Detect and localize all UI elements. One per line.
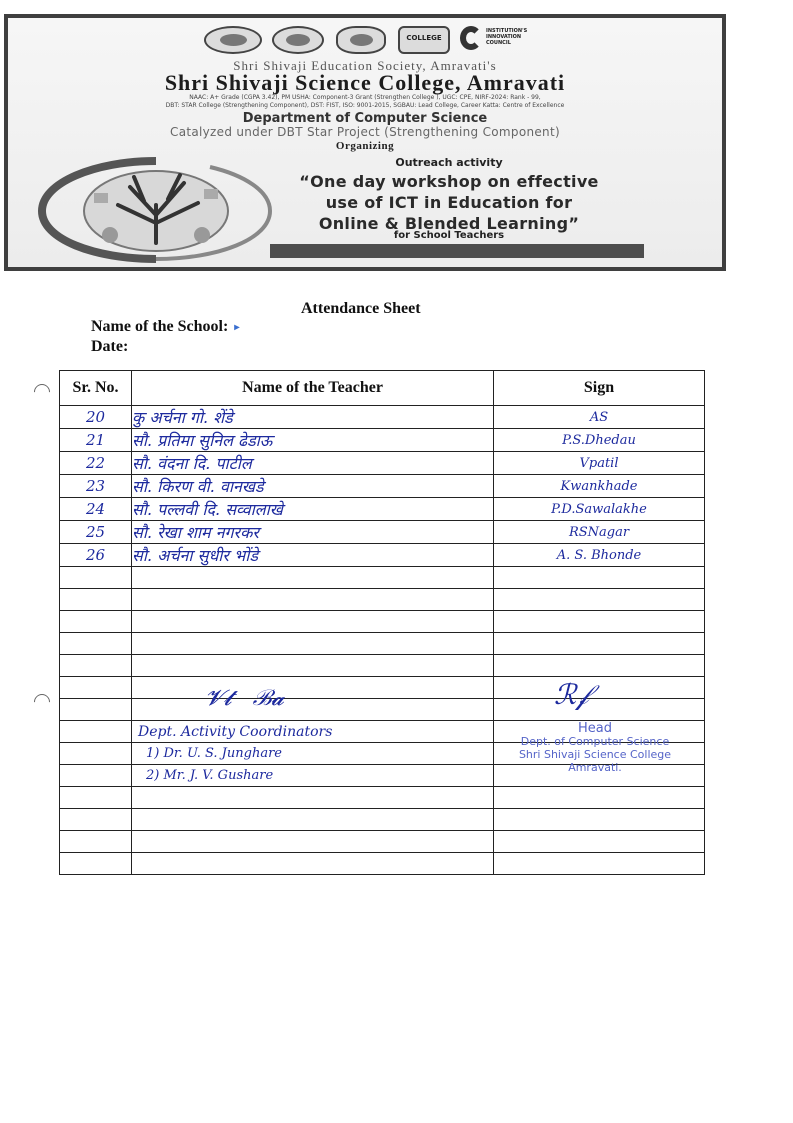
ict-tree-emblem <box>34 153 278 265</box>
signature-cell: Kwankhade <box>494 475 705 498</box>
accreditation-line-1: NAAC: A+ Grade (CGPA 3.42), PM USHA: Component-3 Grant (Strengthen College ), UGC: CPE, NIRF-2024: Rank - 99, <box>189 94 541 101</box>
teacher-name-cell: सौ. वंदना दि. पाटील <box>132 452 494 475</box>
signature-cell <box>494 853 705 875</box>
table-row-empty <box>60 611 705 633</box>
teacher-name-cell <box>132 567 494 589</box>
teacher-name-cell: सौ. रेखा शाम नगरकर <box>132 521 494 544</box>
sr-no-cell: 23 <box>60 475 132 498</box>
punch-hole-mark <box>31 381 54 404</box>
event-banner <box>4 14 726 271</box>
society-name: Shri Shivaji Education Society, Amravati's <box>233 58 497 73</box>
accreditation-line-2: DBT: STAR College (Strengthening Component), DST: FIST, ISO: 9001-2015, SGBAU: Lead College, Career Katta: Centre of Excellence <box>165 102 565 109</box>
banner-bar <box>270 244 644 258</box>
teacher-name-cell: सौ. पल्लवी दि. सव्वालाखे <box>132 498 494 521</box>
date-label: Date: <box>91 338 129 355</box>
attendance-table <box>59 370 705 875</box>
teacher-name-cell <box>132 699 494 721</box>
table-row-empty <box>60 633 705 655</box>
teacher-name-cell: सौ. प्रतिमा सुनिल ढेडाऊ <box>132 429 494 452</box>
sr-no-cell <box>60 743 132 765</box>
signature-cell: P.D.Sawalakhe <box>494 498 705 521</box>
signature-cell <box>494 699 705 721</box>
table-row-empty <box>60 853 705 875</box>
column-header-sign: Sign <box>494 371 705 406</box>
department-name: Department of Computer Science <box>242 111 488 126</box>
table-row <box>60 429 705 452</box>
column-header-teacher-name: Name of the Teacher <box>132 371 494 406</box>
table-row <box>60 521 705 544</box>
table-row-empty <box>60 831 705 853</box>
head-signature: ℛ𝒻 <box>554 678 589 711</box>
column-header-sr-no: Sr. No. <box>60 371 132 406</box>
college-stamp-logo: COLLEGE <box>398 26 450 54</box>
sr-no-cell <box>60 853 132 875</box>
teacher-name-cell <box>132 611 494 633</box>
table-header-row <box>60 371 705 406</box>
sr-no-cell <box>60 589 132 611</box>
signature-cell <box>494 567 705 589</box>
sr-no-cell <box>60 787 132 809</box>
sr-no-cell <box>60 809 132 831</box>
signature-cell: P.S.Dhedau <box>494 429 705 452</box>
sr-no-cell: 25 <box>60 521 132 544</box>
school-name-label: Name of the School: <box>91 318 229 335</box>
teacher-name-cell <box>132 853 494 875</box>
sr-no-cell <box>60 633 132 655</box>
punch-hole-mark <box>31 691 54 714</box>
sr-no-cell: 26 <box>60 544 132 567</box>
workshop-title: “One day workshop on effective use of ICT in Education for Online & Blended Learning” <box>299 172 599 233</box>
teacher-name-cell <box>132 809 494 831</box>
society-logo <box>204 26 262 54</box>
sr-no-cell <box>60 611 132 633</box>
table-row-empty <box>60 699 705 721</box>
table-row-empty <box>60 589 705 611</box>
table-row-empty <box>60 567 705 589</box>
table-row-empty <box>60 655 705 677</box>
college-seal-logo <box>272 26 324 54</box>
table-row <box>60 406 705 429</box>
signature-cell <box>494 611 705 633</box>
table-row-empty <box>60 787 705 809</box>
date-field <box>91 338 128 356</box>
table-row <box>60 498 705 521</box>
banner-panel <box>8 18 722 267</box>
teacher-name-cell <box>132 655 494 677</box>
sr-no-cell <box>60 765 132 787</box>
sr-no-cell: 24 <box>60 498 132 521</box>
signature-cell: AS <box>494 406 705 429</box>
sr-no-cell <box>60 655 132 677</box>
sr-no-cell <box>60 567 132 589</box>
organizing-label: Organizing <box>335 140 395 152</box>
sr-no-cell: 21 <box>60 429 132 452</box>
teacher-name-cell: सौ. अर्चना सुधीर भोंडे <box>132 544 494 567</box>
school-name-field <box>91 318 239 336</box>
sr-no-cell <box>60 721 132 743</box>
table-row-empty <box>60 677 705 699</box>
coordinator-signatures: 𝓥𝓽 ℬ𝓪 <box>205 686 285 711</box>
outreach-label: Outreach activity <box>395 156 503 169</box>
sr-no-cell <box>60 699 132 721</box>
signature-cell <box>494 809 705 831</box>
head-stamp: Head Dept. of Computer Science Shri Shivaji Science College Amravati. <box>518 721 672 774</box>
signature-cell <box>494 589 705 611</box>
signature-cell: A. S. Bhonde <box>494 544 705 567</box>
teacher-name-cell <box>132 677 494 699</box>
signature-cell <box>494 787 705 809</box>
coordinator-1: 1) Dr. U. S. Junghare <box>146 746 282 761</box>
table-row <box>60 475 705 498</box>
sr-no-cell <box>60 831 132 853</box>
table-row-empty <box>60 809 705 831</box>
signature-cell: Vpatil <box>494 452 705 475</box>
signature-cell <box>494 633 705 655</box>
audience-label: for School Teachers <box>393 230 505 241</box>
coordinators-title: Dept. Activity Coordinators <box>138 724 333 740</box>
logo-row <box>204 24 534 58</box>
table-row <box>60 452 705 475</box>
college-name: Shri Shivaji Science College, Amravati <box>164 70 566 95</box>
iic-logo: INSTITUTION'S INNOVATION COUNCIL <box>460 26 534 54</box>
teacher-name-cell <box>132 589 494 611</box>
sr-no-cell: 20 <box>60 406 132 429</box>
teacher-name-cell: सौ. किरण वी. वानखडे <box>132 475 494 498</box>
ink-dot: ▸ <box>234 321 240 333</box>
teacher-name-cell: कु अर्चना गो. शेंडे <box>132 406 494 429</box>
catalyzed-line: Catalyzed under DBT Star Project (Strengthening Component) <box>170 125 560 139</box>
teacher-name-cell <box>132 787 494 809</box>
coordinator-2: 2) Mr. J. V. Gushare <box>146 768 274 783</box>
teacher-name-cell <box>132 633 494 655</box>
teacher-name-cell <box>132 831 494 853</box>
star-emblem-logo <box>336 26 386 54</box>
signature-cell: RSNagar <box>494 521 705 544</box>
attendance-sheet-title: Attendance Sheet <box>301 300 421 317</box>
table-row <box>60 544 705 567</box>
signature-cell <box>494 831 705 853</box>
sr-no-cell: 22 <box>60 452 132 475</box>
signature-cell <box>494 655 705 677</box>
sr-no-cell <box>60 677 132 699</box>
signature-cell <box>494 677 705 699</box>
